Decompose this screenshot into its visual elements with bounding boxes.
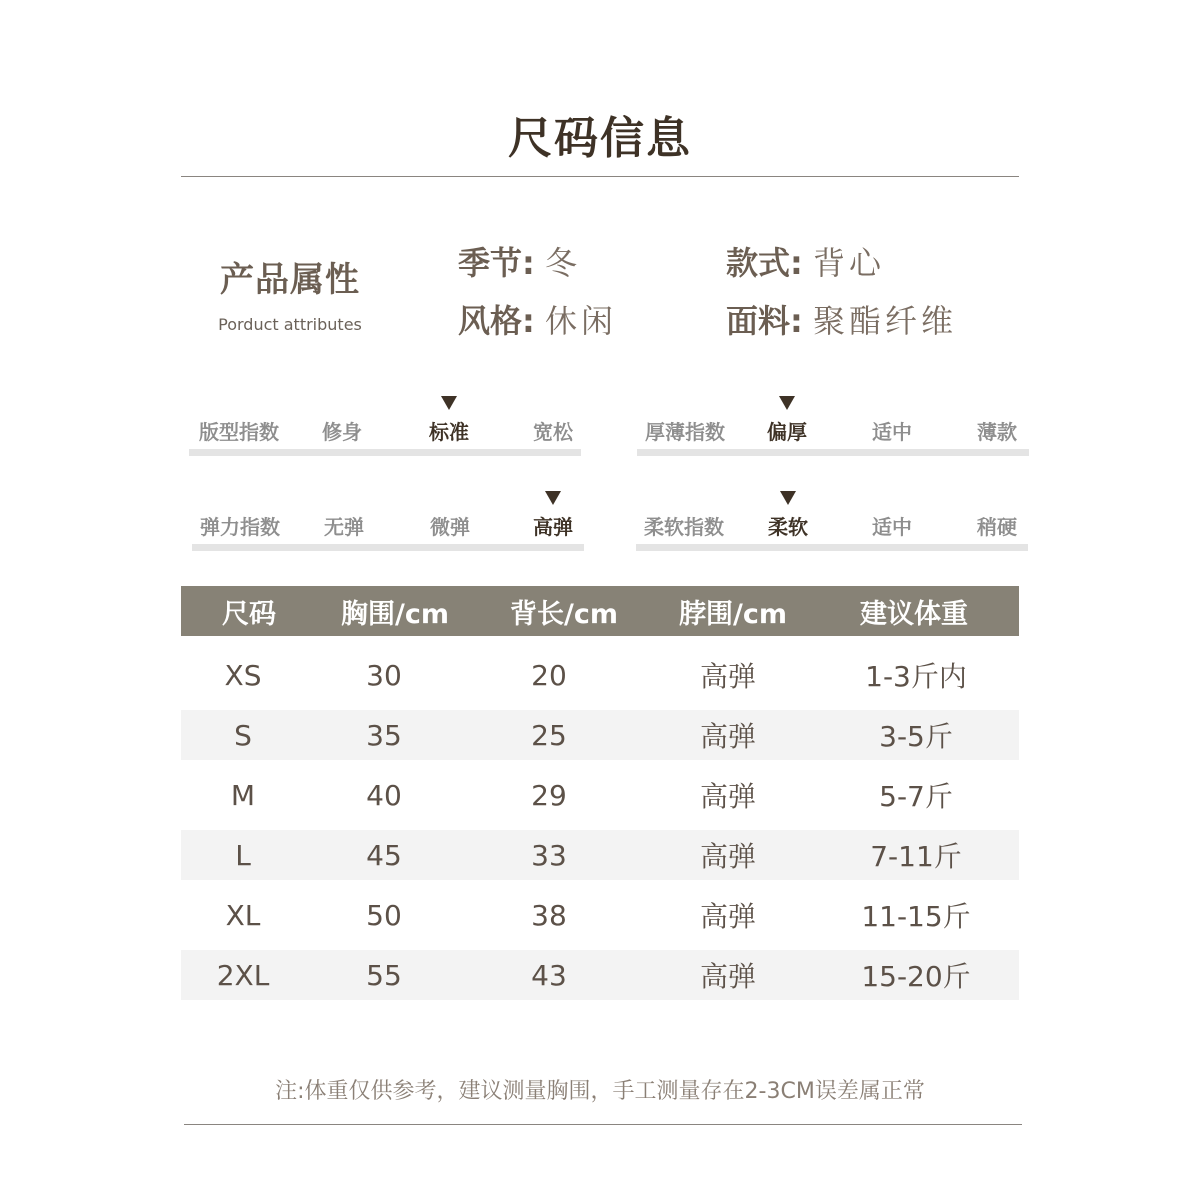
size-cell: XS — [224, 658, 262, 692]
index-softness — [636, 491, 1028, 551]
table-row — [181, 770, 1019, 820]
index-option-selected: 偏厚 — [767, 420, 807, 444]
index-option: 修身 — [322, 420, 362, 444]
index-track — [192, 544, 584, 551]
selected-marker-icon — [441, 396, 457, 410]
attribute-key: 季节: — [458, 244, 535, 282]
weight-cell: 3-5斤 — [879, 720, 953, 753]
selected-marker-icon — [545, 491, 561, 505]
back-length-cell: 43 — [531, 958, 567, 992]
back-length-cell: 33 — [531, 838, 567, 872]
neck-cell: 高弹 — [699, 960, 757, 993]
table-row — [181, 890, 1019, 940]
index-track — [189, 449, 581, 456]
weight-cell: 7-11斤 — [870, 840, 962, 873]
attribute-value: 聚酯纤维 — [812, 302, 957, 340]
weight-cell: 5-7斤 — [879, 780, 953, 813]
attribute-key: 面料: — [726, 302, 803, 340]
attribute-style — [458, 296, 617, 342]
column-header: 尺码 — [222, 598, 276, 630]
index-name: 弹力指数 — [200, 515, 280, 539]
index-track — [637, 449, 1029, 456]
size-cell: S — [234, 718, 252, 752]
neck-cell: 高弹 — [699, 840, 757, 873]
index-option-selected: 柔软 — [768, 515, 808, 539]
chest-cell: 35 — [366, 718, 402, 752]
index-option: 适中 — [872, 420, 912, 444]
product-attributes-heading — [205, 252, 375, 334]
weight-cell: 15-20斤 — [861, 960, 971, 993]
attribute-value: 冬 — [544, 244, 581, 282]
selected-marker-icon — [780, 491, 796, 505]
neck-cell: 高弹 — [699, 780, 757, 813]
back-length-cell: 20 — [531, 658, 567, 692]
chest-cell: 40 — [366, 778, 402, 812]
index-elasticity — [192, 491, 584, 551]
column-header: 建议体重 — [860, 598, 968, 630]
bottom-divider — [184, 1124, 1022, 1125]
top-divider — [181, 176, 1019, 177]
chest-cell: 50 — [366, 898, 402, 932]
table-row — [181, 950, 1019, 1000]
footnote: 注:体重仅供参考，建议测量胸围，手工测量存在2-3CM误差属正常 — [275, 1079, 925, 1104]
size-cell: XL — [225, 898, 261, 932]
index-option: 宽松 — [533, 420, 573, 444]
attribute-fabric — [726, 296, 957, 342]
index-option: 稍硬 — [977, 515, 1017, 539]
table-row — [181, 830, 1019, 880]
index-thickness — [637, 396, 1029, 456]
chest-cell: 30 — [366, 658, 402, 692]
index-fit — [189, 396, 581, 456]
index-option-selected: 高弹 — [533, 515, 573, 539]
attribute-value: 背心 — [812, 244, 885, 282]
back-length-cell: 38 — [531, 898, 567, 932]
attribute-style-type — [726, 238, 885, 284]
index-option: 无弹 — [324, 515, 364, 539]
index-name: 柔软指数 — [644, 515, 724, 539]
attribute-value: 休闲 — [544, 302, 617, 340]
index-option: 微弹 — [430, 515, 470, 539]
index-name: 厚薄指数 — [645, 420, 725, 444]
chest-cell: 55 — [366, 958, 402, 992]
index-option: 适中 — [872, 515, 912, 539]
attributes-heading-zh: 产品属性 — [220, 260, 360, 300]
neck-cell: 高弹 — [699, 720, 757, 753]
table-row — [181, 650, 1019, 700]
back-length-cell: 25 — [531, 718, 567, 752]
index-track — [636, 544, 1028, 551]
size-cell: M — [230, 778, 256, 812]
index-option-selected: 标准 — [429, 420, 469, 444]
index-option: 薄款 — [977, 420, 1017, 444]
attribute-season — [458, 238, 581, 284]
size-table-header — [181, 586, 1019, 636]
back-length-cell: 29 — [531, 778, 567, 812]
attributes-heading-en: Porduct attributes — [218, 315, 362, 334]
table-row — [181, 710, 1019, 760]
attribute-key: 风格: — [458, 302, 535, 340]
neck-cell: 高弹 — [699, 900, 757, 933]
attribute-key: 款式: — [726, 244, 803, 282]
weight-cell: 11-15斤 — [861, 900, 971, 933]
chest-cell: 45 — [366, 838, 402, 872]
neck-cell: 高弹 — [699, 660, 757, 693]
size-cell: L — [235, 838, 251, 872]
column-header: 胸围/cm — [341, 598, 449, 630]
index-name: 版型指数 — [199, 420, 279, 444]
page-title: 尺码信息 — [508, 113, 692, 164]
weight-cell: 1-3斤内 — [865, 660, 967, 693]
column-header: 背长/cm — [510, 598, 618, 630]
column-header: 脖围/cm — [679, 598, 787, 630]
selected-marker-icon — [779, 396, 795, 410]
size-cell: 2XL — [216, 958, 270, 992]
